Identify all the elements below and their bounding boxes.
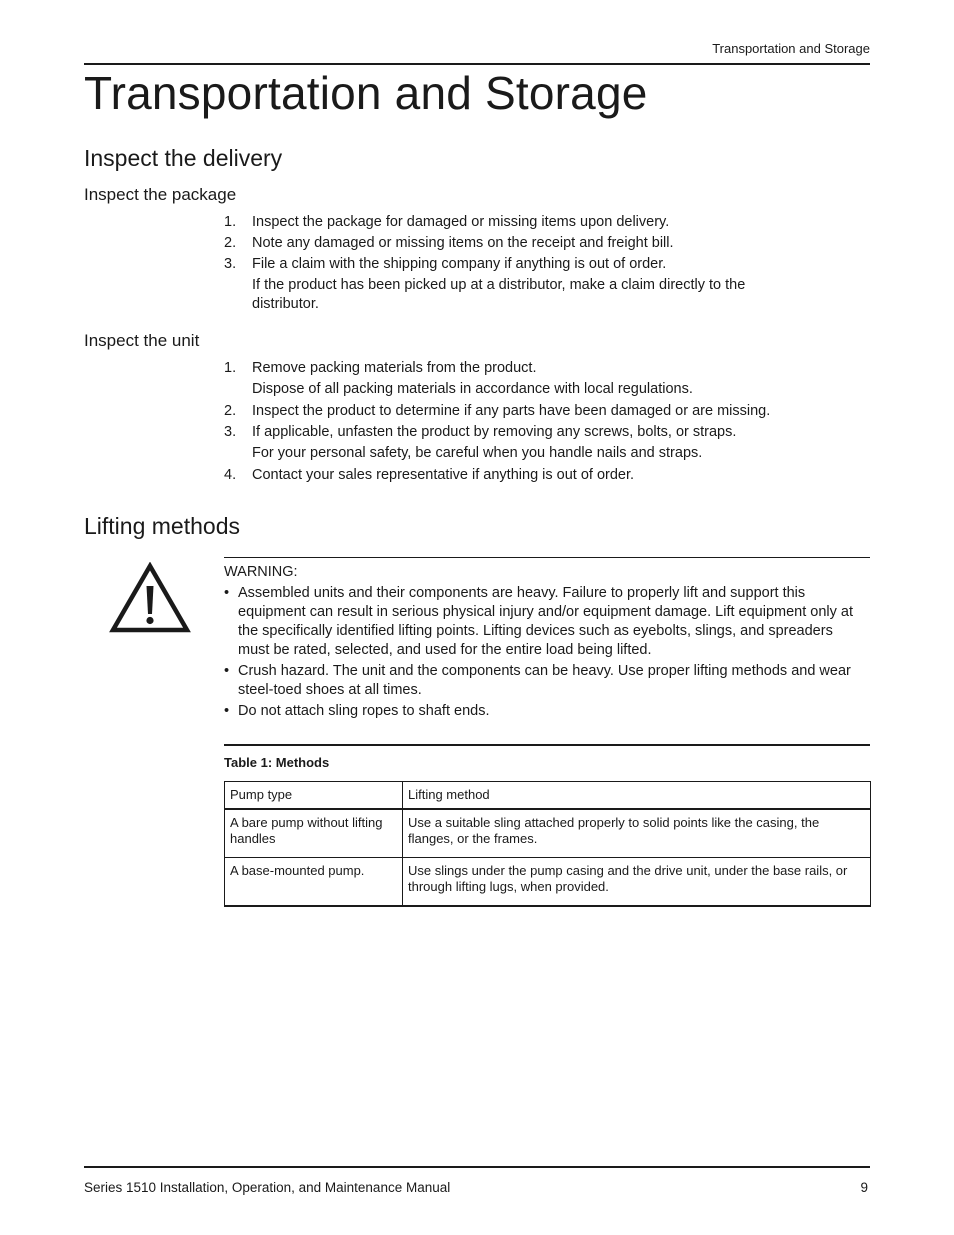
header-rule [84, 63, 870, 65]
column-header-pump-type: Pump type [225, 782, 403, 810]
list-item [224, 401, 844, 421]
section-heading-lifting-methods: Lifting methods [84, 513, 240, 539]
footer-rule [84, 1166, 870, 1168]
table-cell: Use slings under the pump casing and the drive unit, under the base rails, or through lifting lugs, when provided. [403, 858, 871, 907]
warning-bottom-rule [224, 744, 870, 746]
warning-triangle-icon [109, 562, 191, 634]
step-note: For your personal safety, be careful when you handle nails and straps. [252, 445, 703, 461]
list-item [224, 358, 844, 378]
step-text: Inspect the package for damaged or missing items upon delivery. [252, 214, 670, 230]
list-item [224, 254, 844, 274]
table-cell: A bare pump without lifting handles [225, 809, 403, 858]
subsection-heading-inspect-unit: Inspect the unit [84, 331, 200, 350]
step-text: If applicable, unfasten the product by removing any screws, bolts, or straps. [252, 424, 737, 440]
list-item [224, 212, 844, 232]
table-row [225, 858, 871, 907]
table-caption: Table 1: Methods [224, 755, 330, 770]
step-number: 1. [224, 214, 237, 230]
warning-top-rule [224, 557, 870, 558]
warning-bullet-text: Assembled units and their components are heavy. Failure to properly lift and support this equipment can result in serious physical injury and/or equipment damage. Lift equipment only at the specifically identified lifting points. Lifting devices such as eyebolts, slings, and spreaders must be rated, selected, and used for the entire load being lifted. [238, 585, 853, 658]
step-text: Remove packing materials from the product. [252, 360, 537, 376]
methods-table [224, 781, 871, 907]
bullet-marker: • [224, 703, 230, 719]
warning-bullet [224, 662, 862, 700]
table-cell: Use a suitable sling attached properly to solid points like the casing, the flanges, or the frames. [403, 809, 871, 858]
warning-bullet-text: Crush hazard. The unit and the components can be heavy. Use proper lifting methods and wear steel-toed shoes at all times. [238, 663, 851, 698]
unit-steps-list [224, 358, 844, 485]
step-text: Inspect the product to determine if any parts have been damaged or are missing. [252, 403, 771, 419]
page-number: 9 [860, 1180, 868, 1195]
page-title: Transportation and Storage [84, 67, 648, 119]
bullet-marker: • [224, 663, 230, 679]
section-heading-inspect-delivery: Inspect the delivery [84, 145, 283, 171]
step-number: 3. [224, 256, 237, 272]
step-number: 2. [224, 403, 237, 419]
package-steps-list [224, 212, 844, 314]
bullet-marker: • [224, 585, 230, 601]
warning-box [224, 559, 870, 721]
warning-label: WARNING: [224, 564, 298, 580]
list-item [224, 422, 844, 442]
subsection-heading-inspect-package: Inspect the package [84, 185, 237, 204]
list-item [224, 465, 844, 485]
warning-bullet-text: Do not attach sling ropes to shaft ends. [238, 703, 490, 719]
step-text: Contact your sales representative if anything is out of order. [252, 467, 635, 483]
step-text: Note any damaged or missing items on the receipt and freight bill. [252, 235, 674, 251]
running-header: Transportation and Storage [712, 41, 870, 56]
step-note: If the product has been picked up at a distributor, make a claim directly to the distributor. [252, 277, 746, 312]
table-cell: A base-mounted pump. [225, 858, 403, 907]
warning-bullet [224, 584, 856, 660]
footer-manual-title: Series 1510 Installation, Operation, and Maintenance Manual [84, 1180, 451, 1195]
list-item [224, 233, 844, 253]
warning-bullet [224, 702, 870, 721]
column-header-lifting-method: Lifting method [403, 782, 871, 810]
step-number: 4. [224, 467, 237, 483]
table-row [225, 809, 871, 858]
table-header-row [225, 782, 871, 810]
step-number: 1. [224, 360, 237, 376]
step-note: Dispose of all packing materials in accordance with local regulations. [252, 381, 693, 397]
step-number: 3. [224, 424, 237, 440]
step-number: 2. [224, 235, 237, 251]
step-text: File a claim with the shipping company if anything is out of order. [252, 256, 667, 272]
